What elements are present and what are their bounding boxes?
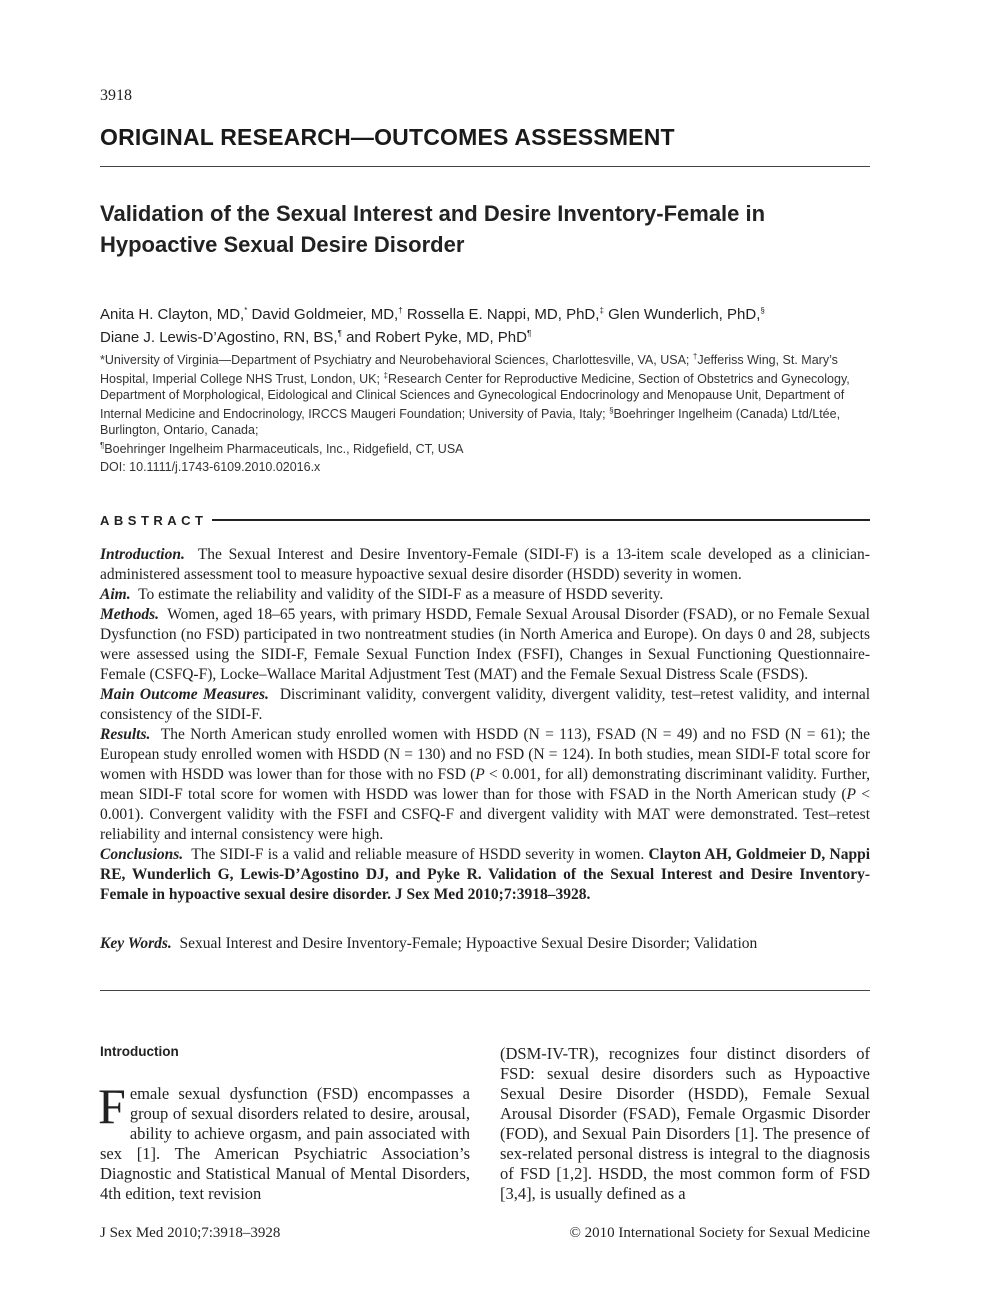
author-mark: ¶ xyxy=(337,329,342,338)
abstract-section-text: Women, aged 18–65 years, with primary HSDD, Female Sexual Arousal Disorder (FSAD), or no Female Sexual Dysfunction (no FSD) participated in two nontreatment studies (in North America and Europe). On days 0 and 28, subjects were assessed using the SIDI-F, Female Sexual Function Index (FSFI), Changes in Sexual Functioning Questionnaire-Female (CSFQ-F), Locke–Wallace Marital Adjustment Test (MAT) and the Female Sexual Distress Scale (FSDS). xyxy=(100,606,870,683)
drop-cap: F xyxy=(98,1078,126,1134)
p-value-symbol: P xyxy=(846,786,856,803)
keywords-label: Key Words. xyxy=(100,935,172,952)
affiliation: Boehringer Ingelheim (Canada) Ltd/Ltée, Burlington, Ontario, Canada; xyxy=(100,407,841,438)
abstract-section-text: The North American study enrolled women with HSDD (N = 113), FSAD (N = 49) and no FSD (N = 61); the European study enrolled women with HSDD (N = 130) and no FSD (N = 124). In both studies, mean SIDI-F total score for women with HSDD was lower than for those with no FSD ( xyxy=(100,726,870,783)
abstract-end-divider xyxy=(100,990,870,991)
abstract-section-label: Main Outcome Measures. xyxy=(100,686,269,703)
journal-citation-footer: J Sex Med 2010;7:3918–3928 xyxy=(100,1225,281,1241)
abstract-section-text: < 0.001). Convergent validity with the FSFI and CSFQ-F and divergent validity with MAT were demonstrated. Test–retest reliability and internal consistency were high. xyxy=(100,786,870,843)
abstract-section-text: The SIDI-F is a valid and reliable measure of HSDD severity in women. xyxy=(191,846,645,863)
abstract-measures xyxy=(100,685,870,725)
page-number: 3918 xyxy=(100,87,132,104)
affiliation-mark: * xyxy=(100,353,105,368)
abstract-section-text: < 0.001, for all) demonstrating discriminant validity. Further, mean SIDI-F total score for women with HSDD was lower than for those with FSAD in the North American study ( xyxy=(100,766,870,803)
author: and Robert Pyke, MD, PhD xyxy=(346,329,527,346)
abstract-section-label: Conclusions. xyxy=(100,846,184,863)
author: Glen Wunderlich, PhD, xyxy=(608,306,761,323)
body-paragraph: (DSM-IV-TR), recognizes four distinct disorders of FSD: sexual desire disorders such as Hypoactive Sexual Desire Disorder (HSDD), Female Sexual Arousal Disorder (FSAD), Female Orgasmic Disorder (FOD), and Sexual Pain Disorders [1]. The presence of sex-related personal distress is integral to the diagnosis of FSD [1,2]. HSDD, the most common form of FSD [3,4], is usually defined as a xyxy=(500,1044,870,1203)
keywords xyxy=(100,934,870,954)
abstract-results xyxy=(100,725,870,845)
p-value-symbol: P xyxy=(475,766,485,783)
affiliation: Research Center for Reproductive Medicine, Section of Obstetrics and Gynecology, Department of Morphological, Eidological and Clinical Sciences and Gynecological Endocrinology and Menopause Unit, Department of Internal Medicine and Endocrinology, IRCCS Maugeri Foundation; University of Pavia, Italy; xyxy=(100,372,850,422)
abstract-section-label: Results. xyxy=(100,726,151,743)
abstract-methods xyxy=(100,605,870,685)
author-mark: ‡ xyxy=(599,306,604,315)
copyright-footer: © 2010 International Society for Sexual Medicine xyxy=(569,1225,870,1241)
author: Anita H. Clayton, MD, xyxy=(100,306,245,323)
abstract-section-label: Aim. xyxy=(100,586,131,603)
affiliation-mark: † xyxy=(692,352,698,361)
article-title: Validation of the Sexual Interest and Desire Inventory-Female in Hypoactive Sexual Desire Disorder xyxy=(100,201,766,257)
body-column-left xyxy=(98,1078,470,1204)
body-text: emale sexual dysfunction (FSD) encompasses a group of sexual disorders related to desire, arousal, ability to achieve orgasm, and pain associated with sex [1]. The American Psychiatric Association’s Diagnostic and Statistical Manual of Mental Disorders, 4th edition, text revision xyxy=(100,1084,470,1203)
abstract-section-label: Introduction. xyxy=(100,546,185,563)
author-mark: † xyxy=(398,306,403,315)
affiliation: Boehringer Ingelheim Pharmaceuticals, Inc., Ridgefield, CT, USA xyxy=(104,442,464,457)
body-column-right xyxy=(500,1044,870,1204)
affiliation: Jefferiss Wing, St. Mary’s Hospital, Imperial College NHS Trust, London, UK; xyxy=(100,353,838,387)
affiliation-mark: ‡ xyxy=(383,371,388,381)
abstract-introduction xyxy=(100,545,870,585)
author-mark: § xyxy=(760,306,765,315)
abstract-section-text: The Sexual Interest and Desire Inventory-Female (SIDI-F) is a 13-item scale developed as a clinician-administered assessment tool to measure hypoactive sexual desire disorder (HSDD) severity in women. xyxy=(100,546,870,583)
section-heading: ORIGINAL RESEARCH—OUTCOMES ASSESSMENT xyxy=(100,124,675,150)
affiliation-mark: ¶ xyxy=(100,441,105,451)
author: Diane J. Lewis-D’Agostino, RN, BS, xyxy=(100,329,338,346)
abstract-citation: Clayton AH, Goldmeier D, Nappi RE, Wunderlich G, Lewis-D’Agostino DJ, and Pyke R. Validation of the Sexual Interest and Desire Inventory-Female in hypoactive sexual desire disorder. J Sex Med 2010;7:3918–3928. xyxy=(100,846,870,903)
keywords-text: Sexual Interest and Desire Inventory-Female; Hypoactive Sexual Desire Disorder; Validation xyxy=(179,935,758,952)
author-list xyxy=(100,301,870,347)
abstract-label: ABSTRACT xyxy=(100,512,208,528)
body-paragraph xyxy=(98,1078,470,1204)
affiliations xyxy=(100,349,870,458)
abstract-aim xyxy=(100,585,870,605)
affiliation-mark: § xyxy=(609,406,614,416)
author-mark: * xyxy=(244,306,248,315)
abstract-body xyxy=(100,545,870,905)
abstract-section-label: Methods. xyxy=(100,606,159,623)
affiliation: University of Virginia—Department of Psychiatry and Neurobehavioral Sciences, Charlottesville, VA, USA; xyxy=(104,353,690,368)
author: Rossella E. Nappi, MD, PhD, xyxy=(406,306,600,323)
author: David Goldmeier, MD, xyxy=(251,306,399,323)
abstract-divider xyxy=(212,519,871,521)
abstract-heading xyxy=(100,510,870,530)
abstract-section-text: Discriminant validity, convergent validity, divergent validity, test–retest validity, and internal consistency of the SIDI-F. xyxy=(100,686,871,723)
header-divider xyxy=(100,166,870,167)
introduction-heading: Introduction xyxy=(100,1044,179,1059)
abstract-section-text: To estimate the reliability and validity of the SIDI-F as a measure of HSDD severity. xyxy=(138,586,664,603)
abstract-conclusions xyxy=(100,845,870,905)
doi: DOI: 10.1111/j.1743-6109.2010.02016.x xyxy=(100,460,321,474)
author-mark: ¶ xyxy=(526,329,532,338)
